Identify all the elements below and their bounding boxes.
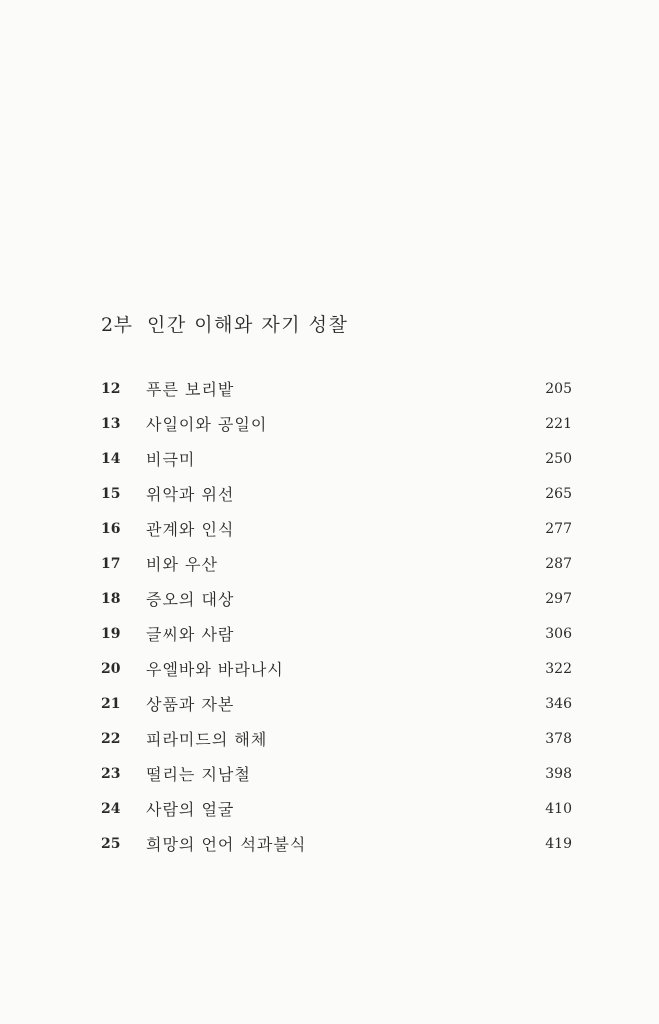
chapter-title: 떨리는 지남철	[146, 765, 251, 784]
toc-entry	[0, 758, 659, 793]
part-heading	[101, 310, 348, 337]
page-number: 297	[545, 591, 572, 607]
chapter-number: 13	[101, 416, 121, 432]
page-number: 306	[545, 626, 572, 642]
toc-entry	[0, 513, 659, 548]
page-number: 265	[545, 486, 572, 502]
chapter-number: 16	[101, 521, 121, 537]
chapter-number: 18	[101, 591, 121, 607]
table-of-contents	[0, 373, 659, 863]
page-number: 398	[545, 766, 572, 782]
page-number: 322	[545, 661, 572, 677]
chapter-title: 희망의 언어 석과불식	[146, 835, 307, 854]
chapter-number: 14	[101, 451, 121, 467]
page-number: 419	[545, 836, 572, 852]
chapter-title: 사일이와 공일이	[146, 415, 268, 434]
chapter-title: 비와 우산	[146, 555, 218, 574]
part-title: 인간 이해와 자기 성찰	[147, 314, 349, 336]
page-number: 221	[545, 416, 572, 432]
page-number: 250	[545, 451, 572, 467]
chapter-number: 24	[101, 801, 121, 817]
chapter-title: 증오의 대상	[146, 590, 235, 609]
page-number: 277	[545, 521, 572, 537]
toc-entry	[0, 408, 659, 443]
toc-entry	[0, 688, 659, 723]
toc-entry	[0, 548, 659, 583]
chapter-title: 비극미	[146, 450, 196, 469]
toc-entry	[0, 618, 659, 653]
chapter-title: 우엘바와 바라나시	[146, 660, 284, 679]
chapter-number: 12	[101, 381, 121, 397]
page-number: 410	[545, 801, 572, 817]
page-number: 346	[545, 696, 572, 712]
toc-entry	[0, 828, 659, 863]
part-label: 2부	[101, 314, 133, 336]
toc-entry	[0, 443, 659, 478]
page-number: 287	[545, 556, 572, 572]
chapter-title: 사람의 얼굴	[146, 800, 235, 819]
toc-entry	[0, 373, 659, 408]
chapter-number: 20	[101, 661, 121, 677]
chapter-number: 17	[101, 556, 121, 572]
toc-entry	[0, 723, 659, 758]
chapter-number: 25	[101, 836, 121, 852]
toc-entry	[0, 478, 659, 513]
page-number: 378	[545, 731, 572, 747]
chapter-title: 관계와 인식	[146, 520, 235, 539]
chapter-number: 15	[101, 486, 121, 502]
chapter-title: 위악과 위선	[146, 485, 235, 504]
toc-entry	[0, 793, 659, 828]
page-number: 205	[545, 381, 572, 397]
chapter-title: 상품과 자본	[146, 695, 235, 714]
chapter-title: 피라미드의 해체	[146, 730, 268, 749]
toc-entry	[0, 583, 659, 618]
chapter-number: 19	[101, 626, 121, 642]
toc-entry	[0, 653, 659, 688]
chapter-title: 글씨와 사람	[146, 625, 235, 644]
chapter-number: 21	[101, 696, 121, 712]
chapter-number: 23	[101, 766, 121, 782]
chapter-number: 22	[101, 731, 121, 747]
chapter-title: 푸른 보리밭	[146, 380, 235, 399]
